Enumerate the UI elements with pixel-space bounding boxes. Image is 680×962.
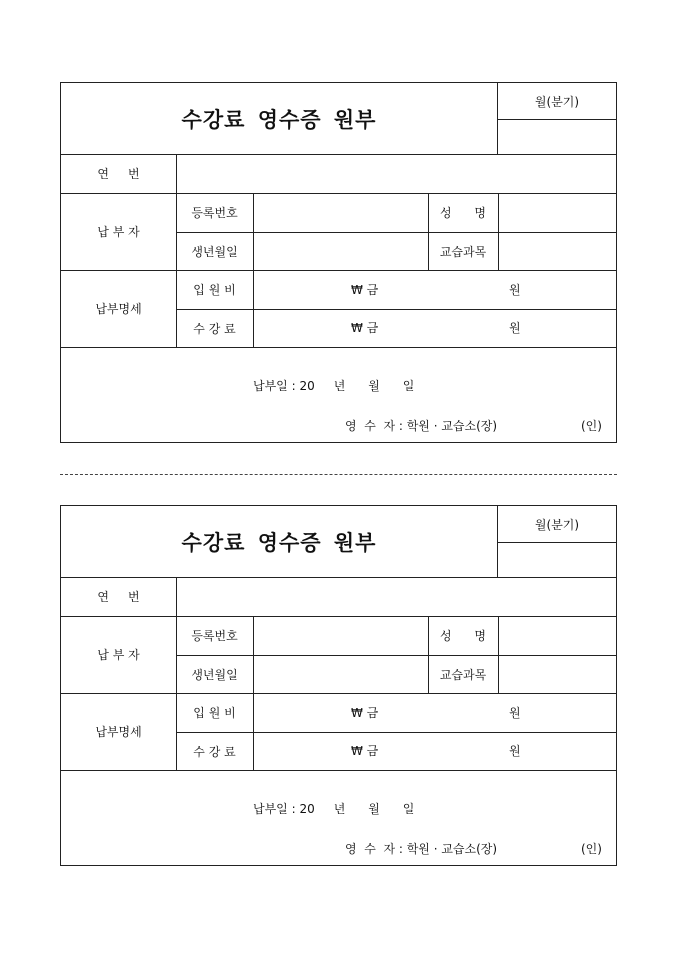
tuition-label: 수 강 료	[193, 744, 236, 759]
entrance-fee-currency: ₩ 금	[351, 706, 379, 720]
cut-line	[60, 474, 617, 475]
serial-label: 연 번	[97, 590, 140, 604]
tuition-currency: ₩ 금	[351, 744, 379, 758]
birth-field[interactable]	[254, 233, 428, 270]
name-field[interactable]	[499, 617, 617, 655]
tuition-amount-field[interactable]	[254, 733, 617, 770]
entrance-fee-label: 입 원 비	[193, 706, 236, 720]
tuition-amount-field[interactable]	[254, 310, 617, 347]
course-label: 교습과목	[439, 667, 487, 682]
seal-mark: (인)	[581, 842, 602, 856]
receiver-line: 영 수 자 : 학원 · 교습소(장)	[345, 419, 498, 433]
tuition-won: 원	[509, 744, 521, 758]
receipt-form-top	[60, 82, 617, 443]
period-value-field[interactable]	[498, 120, 617, 154]
seal-mark: (인)	[581, 419, 602, 433]
entrance-fee-won: 원	[509, 283, 521, 297]
course-field[interactable]	[499, 233, 617, 270]
reg-no-label: 등록번호	[191, 629, 238, 643]
receiver-line: 영 수 자 : 학원 · 교습소(장)	[345, 842, 498, 856]
serial-field[interactable]	[177, 155, 617, 193]
period-value-field[interactable]	[498, 543, 617, 577]
entrance-fee-amount-field[interactable]	[254, 694, 617, 732]
name-label: 성 명	[439, 629, 487, 643]
serial-label: 연 번	[97, 167, 140, 181]
payer-label: 납 부 자	[97, 225, 140, 239]
tuition-currency: ₩ 금	[351, 321, 379, 335]
course-field[interactable]	[499, 656, 617, 693]
birth-label: 생년월일	[191, 667, 238, 682]
period-label: 월(분기)	[534, 94, 580, 109]
tuition-won: 원	[509, 321, 521, 335]
name-label: 성 명	[439, 206, 487, 220]
tuition-label: 수 강 료	[193, 321, 236, 336]
receipt-form-bottom	[60, 505, 617, 866]
entrance-fee-won: 원	[509, 706, 521, 720]
birth-field[interactable]	[254, 656, 428, 693]
payment-date: 납부일 : 20 년 월 일	[253, 379, 415, 393]
entrance-fee-amount-field[interactable]	[254, 271, 617, 309]
course-label: 교습과목	[439, 244, 487, 259]
serial-field[interactable]	[177, 578, 617, 616]
payment-detail-label: 납부명세	[95, 302, 142, 316]
payment-detail-label: 납부명세	[95, 725, 142, 739]
reg-no-field[interactable]	[254, 194, 428, 232]
payer-label: 납 부 자	[97, 648, 140, 662]
period-label: 월(분기)	[534, 517, 580, 532]
reg-no-field[interactable]	[254, 617, 428, 655]
birth-label: 생년월일	[191, 244, 238, 259]
form-title: 수강료 영수증 원부	[181, 106, 377, 132]
entrance-fee-label: 입 원 비	[193, 283, 236, 297]
form-title: 수강료 영수증 원부	[181, 529, 377, 555]
name-field[interactable]	[499, 194, 617, 232]
payment-date: 납부일 : 20 년 월 일	[253, 802, 415, 816]
entrance-fee-currency: ₩ 금	[351, 283, 379, 297]
reg-no-label: 등록번호	[191, 206, 238, 220]
